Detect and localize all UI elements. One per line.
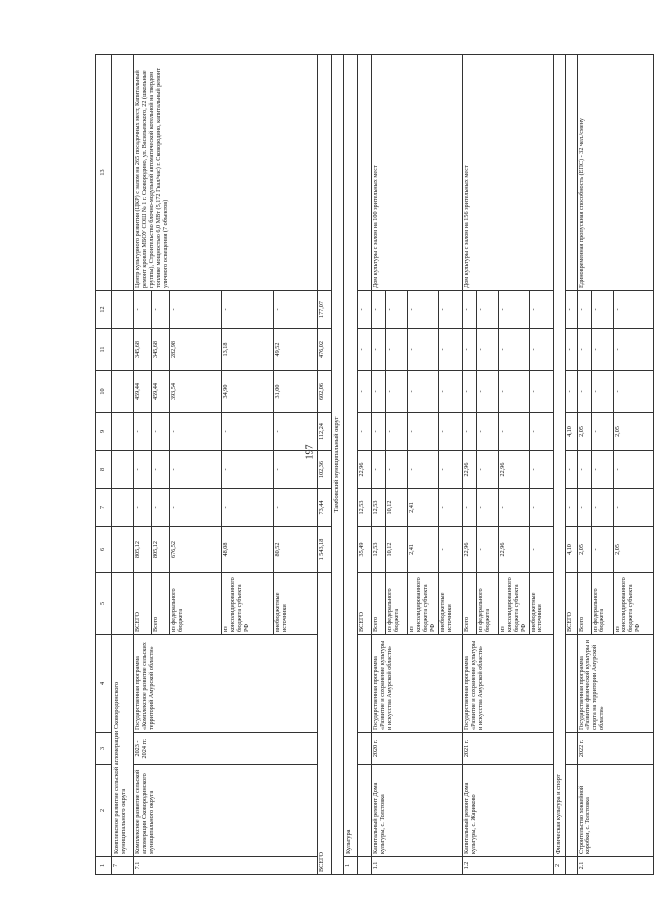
value-cell: - [358, 413, 372, 451]
value-cell: - [134, 489, 152, 527]
period: 2022 г. [577, 733, 653, 765]
value-cell: 12,53 [372, 527, 386, 573]
value-cell: - [274, 451, 318, 489]
row-number: 2.1 [577, 857, 653, 875]
funding-source: ВСЕГО [565, 573, 577, 635]
value-cell: - [438, 451, 462, 489]
value-cell: 393,54 [170, 371, 222, 413]
value-cell: - [613, 451, 653, 489]
col-header: 7 [96, 489, 112, 527]
value-cell: - [358, 291, 372, 329]
value-cell: 12,53 [372, 489, 386, 527]
value-cell: 22,96 [498, 451, 529, 489]
row-number: 1.2 [462, 857, 553, 875]
value-cell: - [529, 291, 553, 329]
col-header: 5 [96, 573, 112, 635]
object-name: Капитальный ремонт Дома культуры, с. Жариково [462, 765, 553, 857]
column-number-row [96, 55, 112, 875]
value-cell: - [529, 527, 553, 573]
value-cell: - [529, 371, 553, 413]
value-cell: - [498, 291, 529, 329]
value-cell: 10,12 [386, 527, 408, 573]
value-cell: - [476, 451, 498, 489]
table-row [134, 55, 152, 875]
value-cell: - [591, 329, 613, 371]
funding-source: ВСЕГО [358, 573, 372, 635]
value-cell: - [476, 329, 498, 371]
rotated-page [95, 55, 640, 875]
value-cell: - [462, 371, 476, 413]
value-cell: - [565, 329, 577, 371]
value-cell: - [222, 291, 274, 329]
value-cell: - [438, 291, 462, 329]
value-cell: - [386, 371, 408, 413]
table-body [96, 55, 654, 875]
value-cell: - [462, 329, 476, 371]
value-cell: 345,68 [134, 329, 152, 371]
value-cell: 345,68 [152, 329, 170, 371]
col-header: 3 [96, 733, 112, 765]
value-cell: - [498, 371, 529, 413]
value-cell: - [529, 451, 553, 489]
table-row [372, 55, 386, 875]
program-name: Государственная программа «Комплексное развитие сельских территорий Амурской области» [134, 635, 318, 733]
value-cell: - [591, 527, 613, 573]
value-cell: 22,96 [462, 451, 476, 489]
value-cell: - [577, 291, 591, 329]
value-cell: - [408, 451, 439, 489]
value-cell: - [591, 291, 613, 329]
period: 2020 г. [372, 733, 463, 765]
value-cell: - [565, 451, 577, 489]
value-cell: 4,10 [565, 527, 577, 573]
value-cell: - [170, 451, 222, 489]
program-name: Государственная программа «Развитие и сохранение культуры и искусства Амурской области» [462, 635, 553, 733]
row-number: 2 [553, 857, 565, 875]
value-cell: - [591, 413, 613, 451]
value-cell: - [372, 329, 386, 371]
value-cell: 476,02 [318, 329, 332, 371]
value-cell: - [438, 527, 462, 573]
col-header: 1 [96, 857, 112, 875]
value-cell: 112,24 [318, 413, 332, 451]
col-header: 9 [96, 413, 112, 451]
blank-cell [565, 857, 577, 875]
blank-cell [358, 765, 372, 857]
table-row [577, 55, 591, 875]
value-cell: - [222, 413, 274, 451]
table-row [462, 55, 476, 875]
value-cell: - [372, 413, 386, 451]
value-cell: 602,06 [318, 371, 332, 413]
value-cell: - [438, 329, 462, 371]
district-row [332, 55, 344, 875]
funding-source: из консолидированного бюджета субъекта РФ [408, 573, 439, 635]
value-cell: 22,96 [358, 451, 372, 489]
col-header: 4 [96, 635, 112, 733]
district-title: Тамбовский муниципальный округ [332, 55, 344, 875]
funding-source: внебюджетные источники [529, 573, 553, 635]
value-cell: - [152, 413, 170, 451]
value-cell: - [462, 413, 476, 451]
blank-cell [565, 733, 577, 765]
value-cell: - [591, 489, 613, 527]
value-cell: - [358, 371, 372, 413]
funding-source: из федерального бюджета [476, 573, 498, 635]
blank-cell [358, 733, 372, 765]
value-cell: 4,10 [565, 413, 577, 451]
value-cell: - [358, 329, 372, 371]
row-number: 7.1 [134, 857, 318, 875]
blank-cell [358, 635, 372, 733]
funding-source: внебюджетные источники [274, 573, 318, 635]
funding-source: ВСЕГО [134, 573, 152, 635]
value-cell: - [134, 413, 152, 451]
section-row [553, 55, 565, 875]
object-description: Дом культуры с залом на 156 зрительных мест [462, 55, 553, 291]
value-cell: - [498, 413, 529, 451]
value-cell: 12,53 [358, 489, 372, 527]
funding-source: Всего [577, 573, 591, 635]
funding-source: из федерального бюджета [170, 573, 222, 635]
value-cell: - [386, 329, 408, 371]
value-cell: 2,05 [613, 413, 653, 451]
program-name: Государственная программа «Развитие и сохранение культуры и искусства Амурской области» [372, 635, 463, 733]
period: 2021 г. [462, 733, 553, 765]
value-cell: - [386, 291, 408, 329]
value-cell: - [565, 371, 577, 413]
blank-cell [358, 55, 372, 291]
value-cell: - [577, 451, 591, 489]
value-cell: - [591, 371, 613, 413]
row-number: 7 [112, 857, 134, 875]
value-cell: - [613, 371, 653, 413]
value-cell: - [274, 413, 318, 451]
value-cell: - [498, 489, 529, 527]
period: 2023 - 2024 гг. [134, 733, 318, 765]
blank-cell [565, 635, 577, 733]
value-cell: 2,41 [408, 489, 439, 527]
value-cell: - [170, 291, 222, 329]
value-cell: - [170, 489, 222, 527]
section-title: Физическая культура и спорт [553, 55, 565, 857]
value-cell: - [438, 489, 462, 527]
value-cell: - [386, 451, 408, 489]
page-number: 197 [304, 444, 316, 460]
col-header: 11 [96, 329, 112, 371]
object-name: Строительство хоккейной коробки, с. Толстовка [577, 765, 653, 857]
object-description: Центр культурного развития (ЦКР) с залом на 265 посадочных мест, Капитальный ремонт кровли МБОУ СОШ № 1 г. Сковородино, ул. Васильевского, 22 (школьные группы), Строительство блочно-модульной автоматической котельной на твердом топливе мощностью 6,0 МВт (5,172 Гкал/час) г. Сковородино, капитальный ремонт уличного освещения (7 объектов) [134, 55, 318, 291]
value-cell: - [372, 291, 386, 329]
value-cell: - [577, 329, 591, 371]
value-cell: - [577, 489, 591, 527]
col-header: 2 [96, 765, 112, 857]
col-header: 13 [96, 55, 112, 291]
object-description: Единовременная пропускная способность (ЕПС) - 32 чел./смену [577, 55, 653, 291]
col-header: 8 [96, 451, 112, 489]
program-name: Государственная программа «Развитие физической культуры и спорта на территории Амурской области» [577, 635, 653, 733]
value-cell: 177,07 [318, 291, 332, 329]
col-header: 12 [96, 291, 112, 329]
value-cell: - [372, 451, 386, 489]
value-cell: - [274, 489, 318, 527]
value-cell: 31,00 [274, 371, 318, 413]
value-cell: - [408, 329, 439, 371]
value-cell: - [274, 291, 318, 329]
value-cell: 22,96 [462, 527, 476, 573]
value-cell: - [170, 413, 222, 451]
value-cell: 2,05 [577, 527, 591, 573]
funding-source: Всего [462, 573, 476, 635]
value-cell: 22,96 [498, 527, 529, 573]
value-cell: 2,05 [613, 527, 653, 573]
row-number: 1 [344, 857, 358, 875]
value-cell: - [152, 291, 170, 329]
value-cell: 459,44 [152, 371, 170, 413]
value-cell: - [408, 291, 439, 329]
col-header: 6 [96, 527, 112, 573]
value-cell: - [462, 291, 476, 329]
value-cell: - [476, 291, 498, 329]
value-cell: 49,52 [274, 329, 318, 371]
value-cell: 676,52 [170, 527, 222, 573]
grand-total-row [318, 55, 332, 875]
value-cell: 48,08 [222, 527, 274, 573]
value-cell: 805,12 [134, 527, 152, 573]
value-cell: - [462, 489, 476, 527]
funding-source: Всего [152, 573, 170, 635]
value-cell: 35,49 [358, 527, 372, 573]
value-cell: 805,12 [152, 527, 170, 573]
funding-source: внебюджетные источники [438, 573, 462, 635]
value-cell: - [529, 489, 553, 527]
value-cell: - [386, 413, 408, 451]
value-cell: - [565, 291, 577, 329]
value-cell: - [476, 413, 498, 451]
value-cell: - [565, 489, 577, 527]
value-cell: 73,44 [318, 489, 332, 527]
row-number: 1.1 [372, 857, 463, 875]
funding-source: Всего [372, 573, 386, 635]
value-cell: - [408, 371, 439, 413]
value-cell: - [591, 451, 613, 489]
value-cell: - [613, 329, 653, 371]
value-cell: - [613, 291, 653, 329]
funding-source: из консолидированного бюджета субъекта РФ [498, 573, 529, 635]
value-cell: 80,52 [274, 527, 318, 573]
funding-source: из консолидированного бюджета субъекта РФ [613, 573, 653, 635]
value-cell: - [438, 371, 462, 413]
section-row [344, 55, 358, 875]
value-cell: - [134, 451, 152, 489]
value-cell: - [476, 489, 498, 527]
value-cell: - [438, 413, 462, 451]
value-cell: - [476, 527, 498, 573]
value-cell: - [408, 413, 439, 451]
value-cell: 34,90 [222, 371, 274, 413]
value-cell: - [152, 489, 170, 527]
blank-cell [318, 55, 332, 291]
value-cell: - [529, 413, 553, 451]
value-cell: - [134, 291, 152, 329]
value-cell: - [498, 329, 529, 371]
blank-cell [565, 55, 577, 291]
value-cell: 1 543,18 [318, 527, 332, 573]
value-cell: - [152, 451, 170, 489]
total-row [358, 55, 372, 875]
total-row [565, 55, 577, 875]
value-cell: 10,12 [386, 489, 408, 527]
funding-source: из консолидированного бюджета субъекта РФ [222, 573, 274, 635]
value-cell: - [222, 489, 274, 527]
investment-table [95, 54, 654, 875]
object-name: Капитальный ремонт Дома культуры, с. Толстовка [372, 765, 463, 857]
section-title: Культура [344, 55, 358, 857]
total-label: ВСЕГО [318, 573, 332, 875]
value-cell: - [222, 451, 274, 489]
funding-source: из федерального бюджета [386, 573, 408, 635]
value-cell: 282,98 [170, 329, 222, 371]
object-description: Дом культуры с залом на 100 зрительных мест [372, 55, 463, 291]
value-cell: 2,41 [408, 527, 439, 573]
blank-cell [358, 857, 372, 875]
value-cell: 13,18 [222, 329, 274, 371]
funding-source: из федерального бюджета [591, 573, 613, 635]
blank-cell [565, 765, 577, 857]
value-cell: 2,05 [577, 413, 591, 451]
value-cell: - [372, 371, 386, 413]
col-header: 10 [96, 371, 112, 413]
value-cell: - [577, 371, 591, 413]
value-cell: 102,36 [318, 451, 332, 489]
section-row-7 [112, 55, 134, 875]
value-cell: - [613, 489, 653, 527]
value-cell: - [476, 371, 498, 413]
value-cell: - [529, 329, 553, 371]
object-name: Комплексное развитие сельской агломерации Сковородинского муниципального округа [134, 765, 318, 857]
section-title: Комплексное развитие сельской агломерации Сковородинского муниципального округа [112, 635, 134, 857]
value-cell: 459,44 [134, 371, 152, 413]
